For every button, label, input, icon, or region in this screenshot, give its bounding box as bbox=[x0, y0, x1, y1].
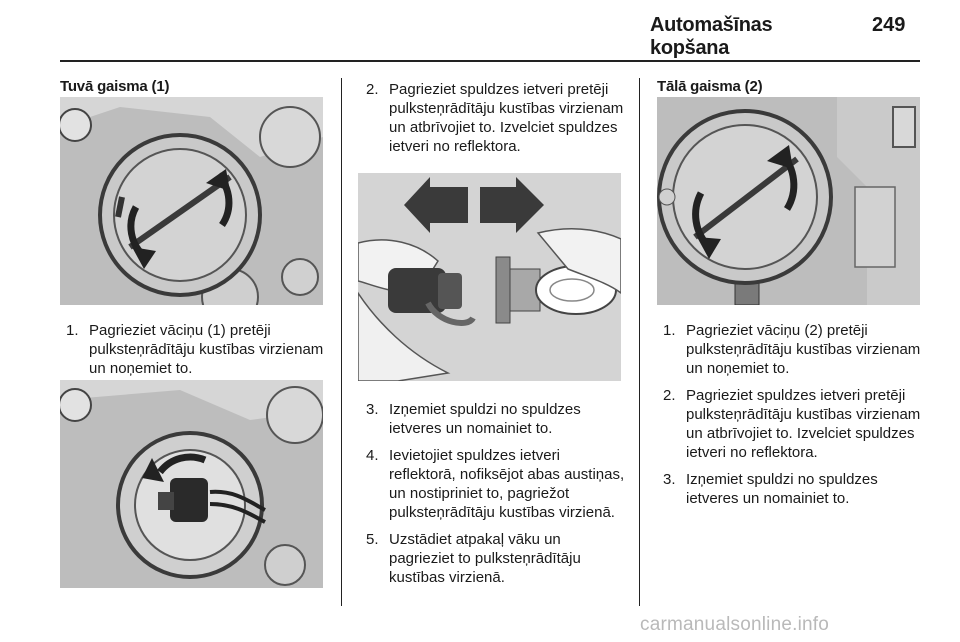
low-beam-steps bbox=[66, 321, 328, 386]
bulb-replacement-steps bbox=[366, 400, 628, 595]
step-item bbox=[66, 321, 328, 378]
step-number: 5. bbox=[366, 531, 379, 548]
high-beam-heading: Tālā gaisma (2) bbox=[657, 78, 763, 95]
step-item bbox=[366, 400, 628, 438]
step-text: Ievietojiet spuldzes ietveri reflektorā, nofiksējot abas austiņas, un nostipriniet to, pagriežot pulksteņrādītāju kustības virzienā. bbox=[389, 447, 625, 521]
watermark: carmanualsonline.info bbox=[640, 614, 830, 635]
step-item bbox=[366, 530, 628, 587]
high-beam-cap-illustration bbox=[657, 97, 920, 305]
step-number: 1. bbox=[66, 322, 79, 339]
column-divider bbox=[341, 78, 342, 606]
step-text: Izņemiet spuldzi no spuldzes ietveres un nomainiet to. bbox=[686, 471, 878, 507]
step-item bbox=[663, 470, 925, 508]
step-number: 2. bbox=[366, 81, 379, 98]
step-text: Pagrieziet vāciņu (2) pretēji pulksteņrādītāju kustības virzienam un noņemiet to. bbox=[686, 322, 921, 377]
step-item bbox=[663, 386, 925, 462]
section-title: Automašīnas kopšana bbox=[650, 14, 773, 59]
low-beam-cap-illustration bbox=[60, 97, 323, 305]
step-text: Pagrieziet vāciņu (1) pretēji pulksteņrādītāju kustības virzienam un noņemiet to. bbox=[89, 322, 324, 377]
high-beam-steps bbox=[663, 321, 925, 516]
step-number: 2. bbox=[663, 387, 676, 404]
step-number: 3. bbox=[366, 401, 379, 418]
step-text: Pagrieziet spuldzes ietveri pretēji pulksteņrādītāju kustības virzienam un atbrīvojiet to. Izvelciet spuldzes ietveri no reflektora. bbox=[686, 387, 921, 461]
step-text: Uzstādiet atpakaļ vāku un pagrieziet to pulksteņrādītāju kustības virzienā. bbox=[389, 531, 581, 586]
header-divider bbox=[60, 60, 920, 62]
step-item bbox=[366, 80, 628, 156]
step-text: Pagrieziet spuldzes ietveri pretēji pulksteņrādītāju kustības virzienam un atbrīvojiet to. Izvelciet spuldzes ietveri no reflektora. bbox=[389, 81, 624, 155]
step-number: 4. bbox=[366, 447, 379, 464]
step-item bbox=[663, 321, 925, 378]
column-divider bbox=[639, 78, 640, 606]
holder-removal-steps bbox=[366, 80, 628, 164]
step-number: 3. bbox=[663, 471, 676, 488]
step-text: Izņemiet spuldzi no spuldzes ietveres un nomainiet to. bbox=[389, 401, 581, 437]
step-number: 1. bbox=[663, 322, 676, 339]
low-beam-heading: Tuvā gaisma (1) bbox=[60, 78, 170, 95]
page-number: 249 bbox=[872, 14, 906, 36]
bulb-removal-illustration bbox=[358, 173, 621, 381]
step-item bbox=[366, 446, 628, 522]
low-beam-holder-illustration bbox=[60, 380, 323, 588]
